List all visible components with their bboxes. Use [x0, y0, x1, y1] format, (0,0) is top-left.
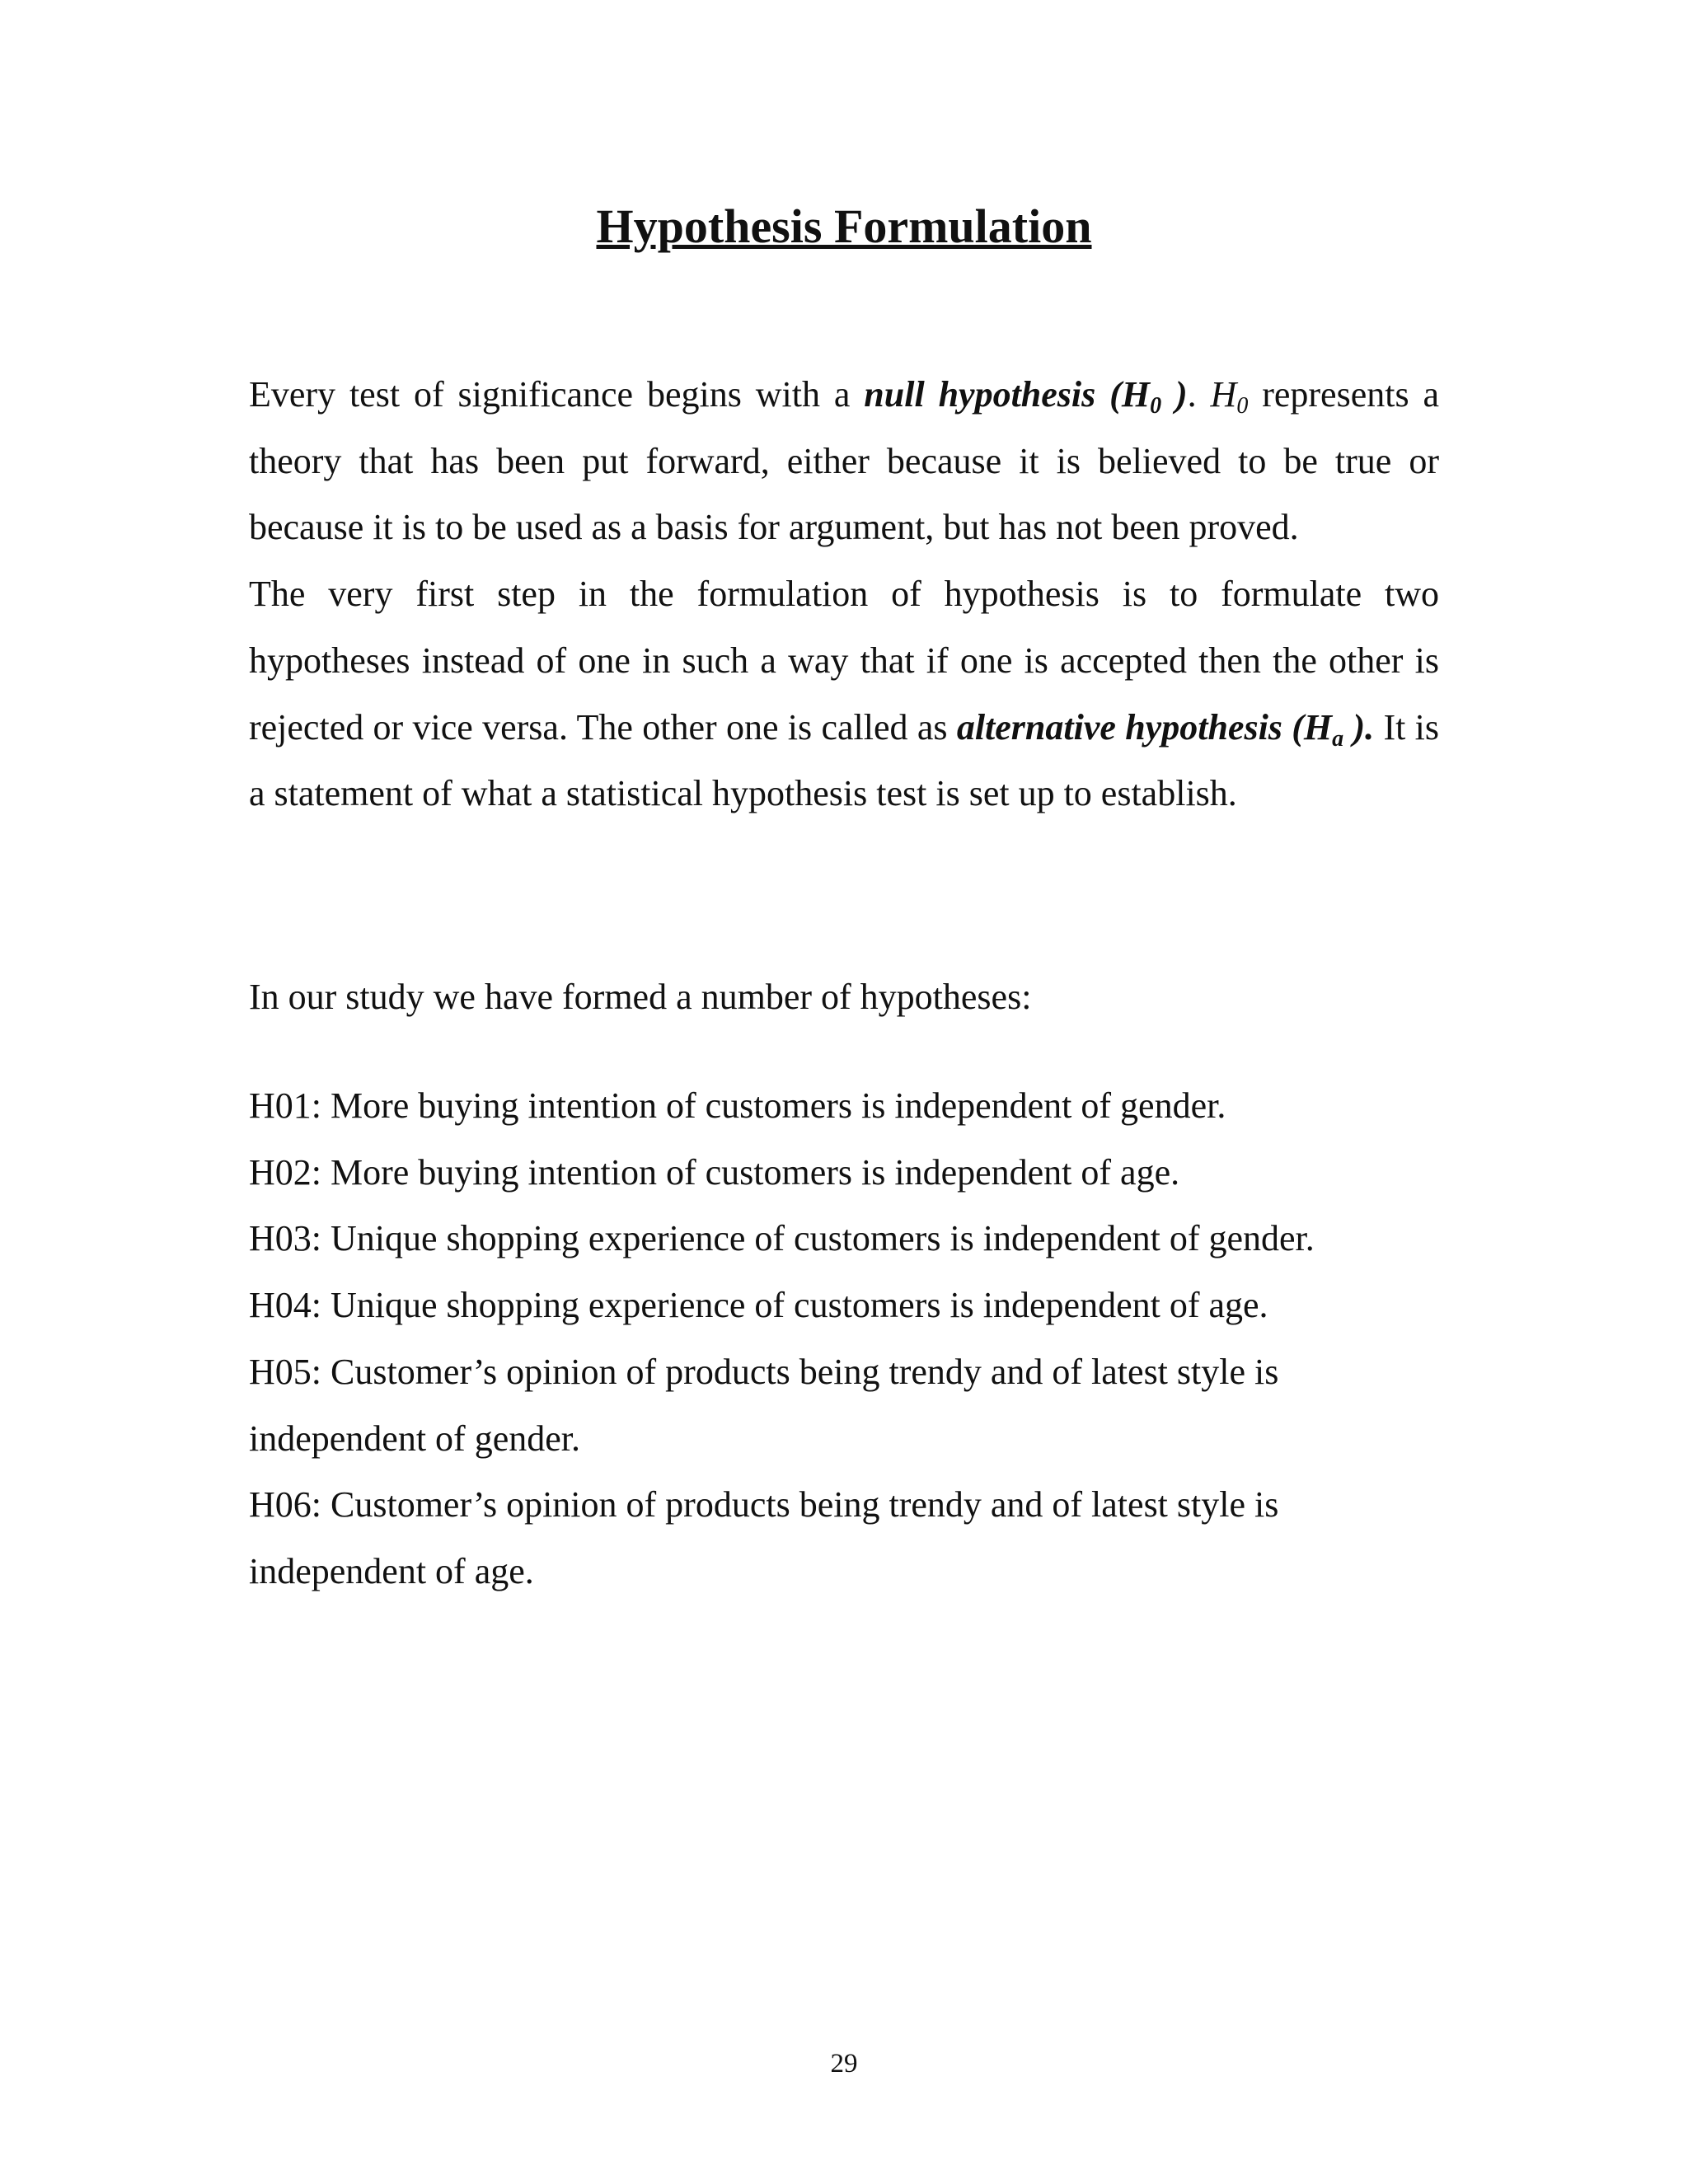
intro-text: In our study we have formed a number of hypotheses:	[249, 977, 1032, 1017]
page-number: 29	[830, 2049, 858, 2079]
definition-paragraph	[249, 362, 1439, 827]
paragraph-text: Every test of significance begins with a	[249, 374, 865, 415]
page-title: Hypothesis Formulation	[596, 199, 1092, 253]
hypothesis-item: H03: Unique shopping experience of customers is independent of gender.	[249, 1218, 1315, 1259]
ha-symbol: ($H_a$ ).	[1292, 706, 1375, 752]
paragraph-text: It is a statement of what a statistical hypothesis test is set up to establish.	[249, 706, 1439, 814]
alternative-hypothesis-term: alternative hypothesis	[956, 706, 1282, 748]
hypothesis-item: H04: Unique shopping experience of customers is independent of age.	[249, 1285, 1268, 1326]
hypothesis-item: H05: Customer’s opinion of products being trendy and of latest style is independent of gender.	[249, 1351, 1279, 1459]
h0-symbol: $H_0$	[1210, 374, 1249, 419]
null-hypothesis-term: null hypothesis ($H_0$ )	[864, 374, 1188, 419]
paragraph-text: .	[1187, 374, 1211, 415]
hypothesis-item: H02: More buying intention of customers is independent of age.	[249, 1151, 1180, 1193]
paragraph-text: represents a theory that has been put forward, either because it is believed to be true or because it is to be used as a basis for argument, but has not been proved.	[249, 374, 1440, 548]
paragraph-text: The very first step in the formulation of hypothesis is to formulate two hypotheses instead of one in such a way that if one is accepted then the other is rejected or vice versa. The other one is called as	[249, 574, 1439, 748]
hypothesis-item: H01: More buying intention of customers is independent of gender.	[249, 1085, 1226, 1126]
hypothesis-item: H06: Customer’s opinion of products being trendy and of latest style is independent of age.	[249, 1484, 1279, 1591]
hypotheses-list	[249, 1073, 1439, 1605]
